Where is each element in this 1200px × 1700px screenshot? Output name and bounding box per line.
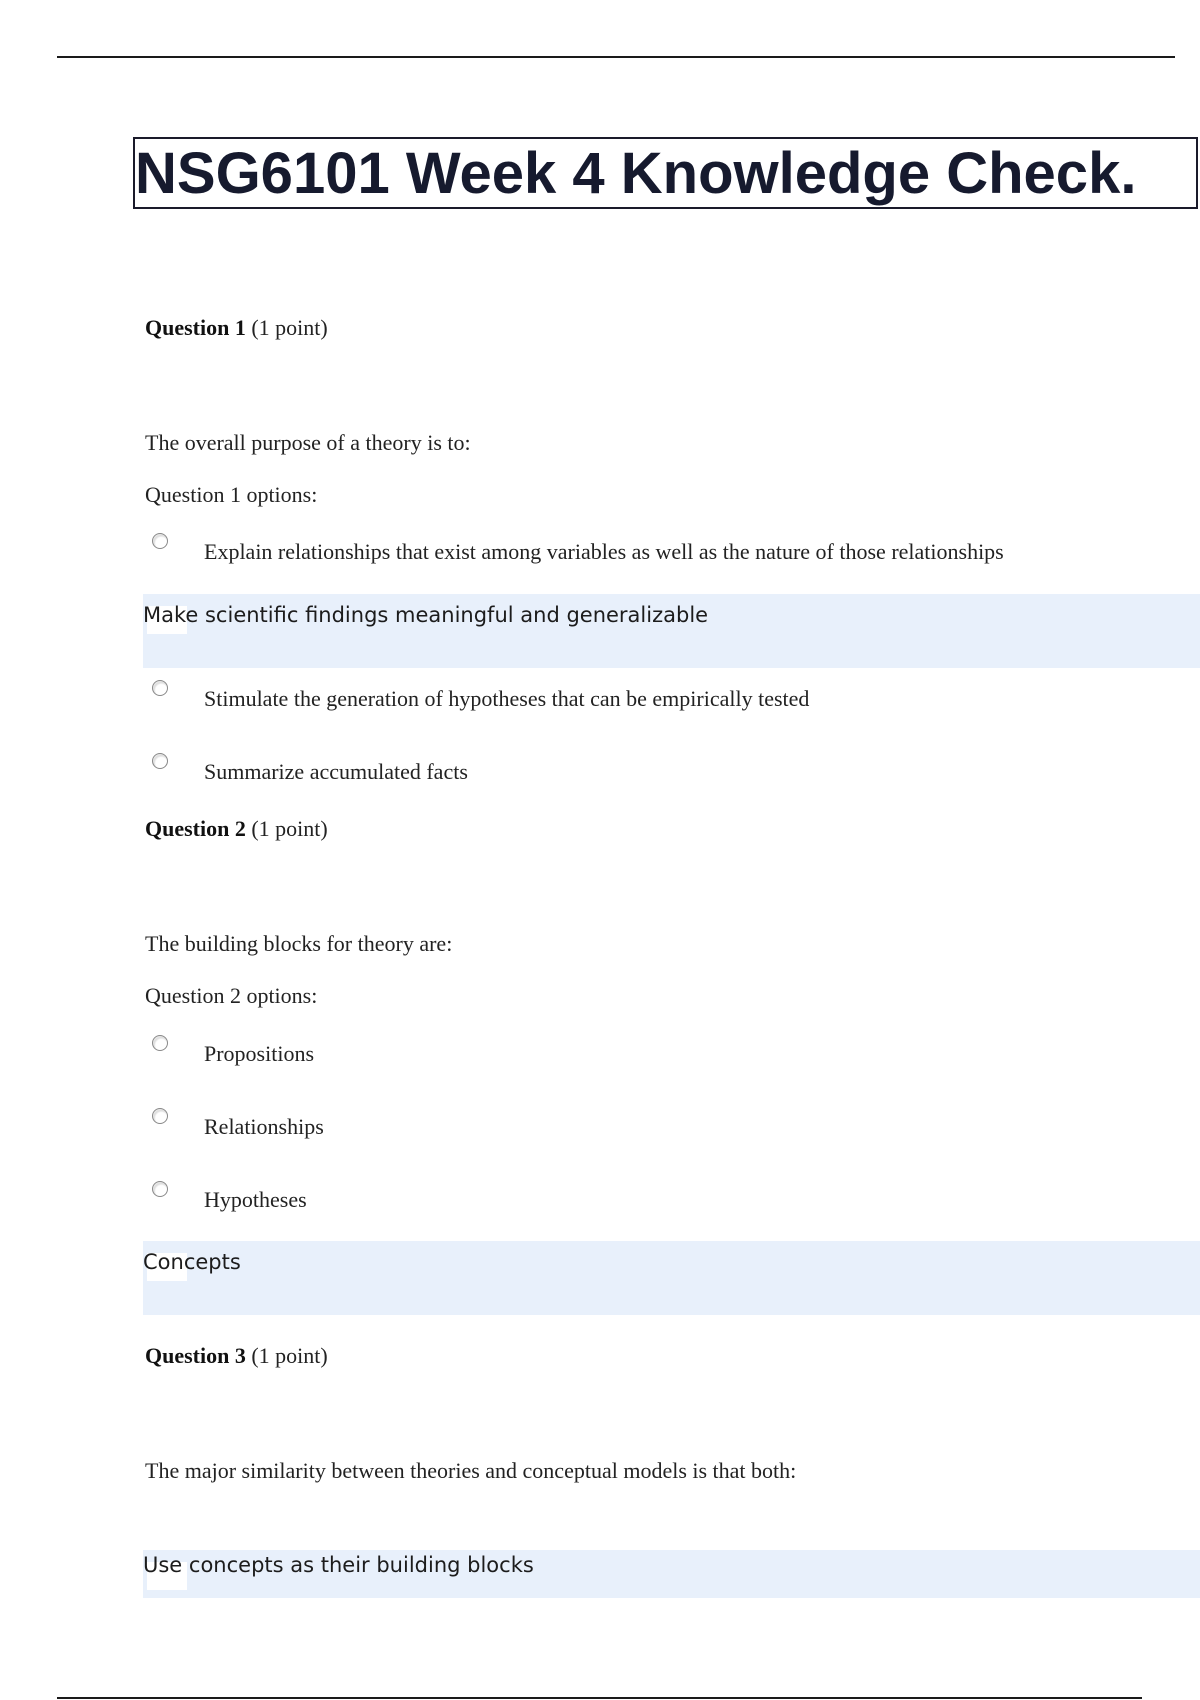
question-2-option-3[interactable] [145,1181,1145,1211]
question-2-option-2[interactable] [145,1108,1145,1138]
question-heading: Question 2 [145,816,246,841]
question-1-option-1[interactable] [145,533,1145,563]
answer-text: Make scientific findings meaningful and generalizable [143,603,709,627]
question-2-prompt: The building blocks for theory are: [145,931,453,956]
radio-icon[interactable] [152,533,168,549]
question-1-answer [143,594,1200,668]
option-label: Hypotheses [204,1187,307,1212]
question-points: (1 point) [251,816,328,841]
question-1-prompt: The overall purpose of a theory is to: [145,430,471,455]
option-label: Stimulate the generation of hypotheses that can be empirically tested [204,686,810,711]
question-3-answer [143,1550,1200,1598]
radio-icon[interactable] [152,1035,168,1051]
question-points: (1 point) [251,315,328,340]
question-2-answer [143,1241,1200,1315]
answer-text: Use concepts as their building blocks [143,1553,534,1577]
answer-text: Concepts [143,1250,241,1274]
question-1-heading [145,315,328,341]
top-rule [57,56,1175,58]
question-points: (1 point) [251,1343,328,1368]
question-1-options-label: Question 1 options: [145,482,318,507]
bottom-rule [57,1697,1142,1699]
radio-icon[interactable] [152,1108,168,1124]
question-1-option-2[interactable] [145,680,1145,710]
question-heading: Question 3 [145,1343,246,1368]
option-label: Explain relationships that exist among variables as well as the nature of those relationships [204,539,1004,564]
option-label: Relationships [204,1114,324,1139]
option-label: Summarize accumulated facts [204,759,468,784]
radio-icon[interactable] [152,680,168,696]
page-title: NSG6101 Week 4 Knowledge Check. [135,141,1137,206]
title-box [133,137,1198,209]
question-3-prompt: The major similarity between theories and conceptual models is that both: [145,1458,797,1483]
option-label: Propositions [204,1041,315,1066]
radio-icon[interactable] [152,1181,168,1197]
radio-icon[interactable] [152,753,168,769]
question-2-heading [145,816,328,842]
question-3-heading [145,1343,328,1369]
question-2-options-label: Question 2 options: [145,983,318,1008]
question-heading: Question 1 [145,315,246,340]
question-2-option-1[interactable] [145,1035,1145,1065]
question-1-option-3[interactable] [145,753,1145,783]
